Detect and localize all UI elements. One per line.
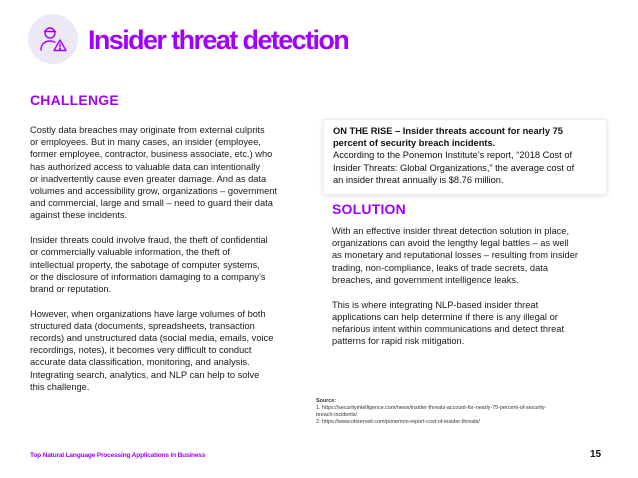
sources — [316, 398, 606, 426]
source-link-2[interactable]: 2. https://www.observeit.com/ponemon-report-cost-of-insider-threats/ — [316, 419, 480, 425]
challenge-heading: CHALLENGE — [30, 92, 119, 108]
challenge-paragraph-2: Insider threats could involve fraud, the theft of confidential or commercially valuable information, the theft of intellectual property, the sabotage of computer systems, or the disclosure of information damaging to a company’s brand or reputation. — [30, 235, 268, 294]
source-link-1[interactable]: 1. https://securityintelligence.com/news/insider-threats-account-for-nearly-75-percent-of-security- breach-incidents/ — [316, 405, 547, 418]
solution-paragraph-2: This is where integrating NLP-based insider threat applications can help determine if there is any illegal or nefarious intent within communications and detect threat patterns for rapid risk mitigation. — [332, 299, 565, 347]
challenge-body — [30, 124, 316, 406]
challenge-paragraph-1: Costly data breaches may originate from external culprits or employees. But in many cases, an insider (employee, former employee, contractor, business associate, etc.) who has authorized access to valuable data can intentionally or inadvertently cause even greater damage. And as data volumes and accessibility grow, organizations – government and commercial, large and small – need to guard their data against these incidents. — [30, 125, 278, 221]
solution-body — [332, 225, 622, 360]
sources-label: Source: — [316, 398, 337, 404]
person-alert-icon — [36, 22, 70, 56]
header-icon-badge — [28, 14, 78, 64]
callout-detail: According to the Ponemon Institute’s report, “2018 Cost of Insider Threats: Global Organizations,” the average cost of an insider threat annually is $8.76 million. — [333, 150, 575, 185]
page-number: 15 — [590, 449, 602, 460]
challenge-paragraph-3: However, when organizations have large volumes of both structured data (documents, spreadsheets, transaction records) and unstructured data (social media, emails, voice recordings, notes), it becomes very difficult to conduct accurate data classification, monitoring, and analysis. Integrating search, analytics, and NLP can help to solve this challenge. — [30, 308, 274, 392]
solution-heading: SOLUTION — [332, 201, 406, 217]
footer-title: Top Natural Language Processing Applications in Business — [30, 452, 206, 459]
callout-highlight: ON THE RISE – Insider threats account for nearly 75 percent of security breach incidents. — [333, 126, 563, 149]
statistic-callout — [324, 120, 606, 194]
solution-paragraph-1: With an effective insider threat detection solution in place, organizations can avoid the lengthy legal battles – as well as monetary and reputational losses – resulting from insider trading, non-compliance, leaks of trade secrets, data breaches, and government intelligence leaks. — [332, 226, 578, 285]
callout-text — [333, 125, 598, 186]
page-title: Insider threat detection — [88, 25, 349, 55]
